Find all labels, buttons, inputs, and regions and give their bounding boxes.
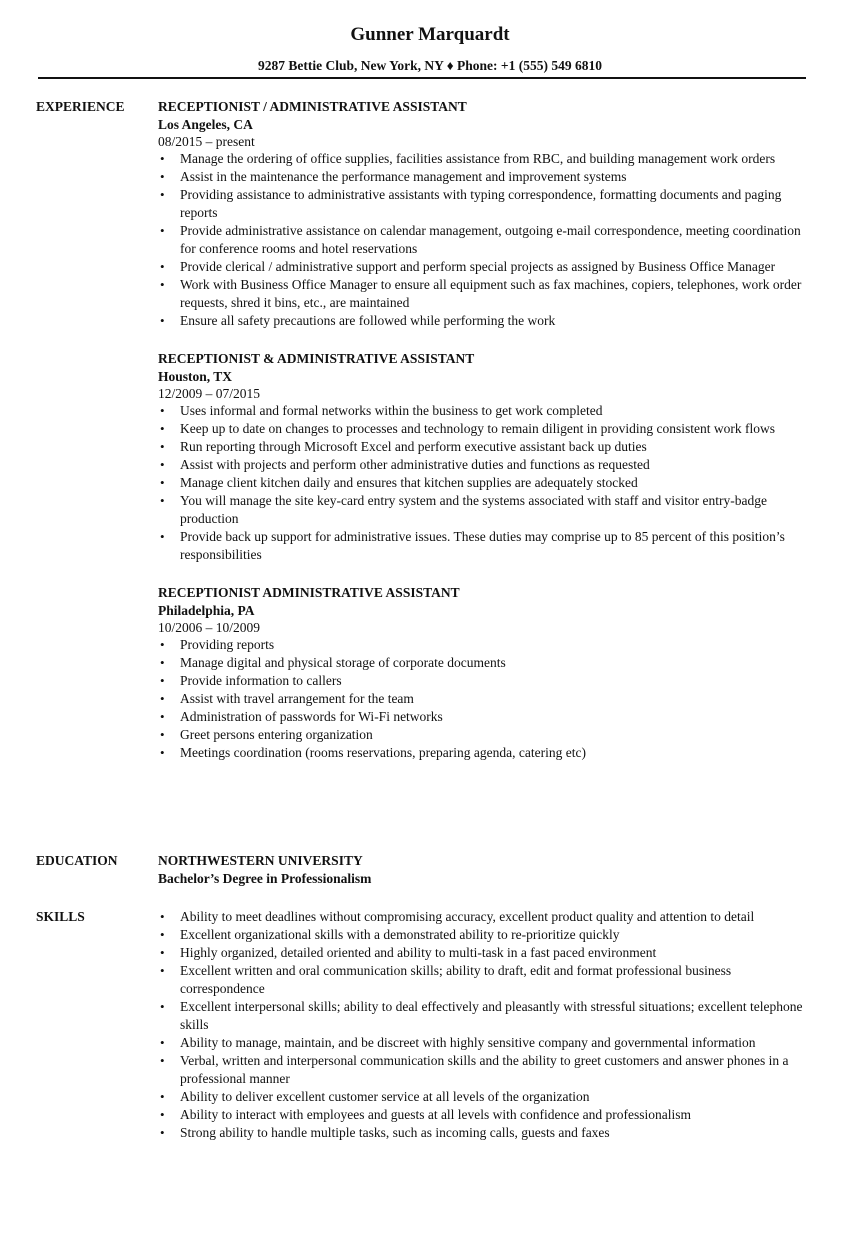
list-item: • Excellent interpersonal skills; ability to deal effectively and pleasantly with stressful situations; excellent telephone skills	[158, 998, 808, 1034]
job-dates: 10/2006 – 10/2009	[158, 620, 261, 635]
list-item: • Greet persons entering organization	[158, 726, 808, 744]
list-item: • Provide administrative assistance on calendar management, outgoing e-mail correspondence, meeting coordination for conference rooms and hotel reservations	[158, 222, 808, 258]
list-item: • Providing reports	[158, 636, 808, 654]
job-entry	[158, 98, 808, 330]
list-item: • Ability to interact with employees and guests at all levels with confidence and professionalism	[158, 1106, 808, 1124]
list-item: • Excellent organizational skills with a demonstrated ability to re-prioritize quickly	[158, 926, 808, 944]
skills-body	[158, 908, 808, 1142]
list-item: • Manage digital and physical storage of corporate documents	[158, 654, 808, 672]
list-item: • Meetings coordination (rooms reservations, preparing agenda, catering etc)	[158, 744, 808, 762]
list-item: • Ability to meet deadlines without compromising accuracy, excellent product quality and attention to detail	[158, 908, 808, 926]
job-duties	[158, 402, 808, 564]
resume-header	[0, 22, 860, 74]
skills-list	[158, 908, 808, 1142]
skills-heading: SKILLS	[36, 909, 85, 924]
job-title: RECEPTIONIST / ADMINISTRATIVE ASSISTANT	[158, 99, 467, 114]
education-heading: EDUCATION	[36, 853, 118, 868]
list-item: • Provide information to callers	[158, 672, 808, 690]
list-item: • Ability to deliver excellent customer service at all levels of the organization	[158, 1088, 808, 1106]
list-item: • Assist with projects and perform other administrative duties and functions as requested	[158, 456, 808, 474]
job-location: Houston, TX	[158, 369, 233, 384]
list-item: • Ability to manage, maintain, and be discreet with highly sensitive company and governmental information	[158, 1034, 808, 1052]
list-item: • Providing assistance to administrative assistants with typing correspondence, formatting documents and paging reports	[158, 186, 808, 222]
list-item: • You will manage the site key-card entry system and the systems associated with staff and visitor entry-badge production	[158, 492, 808, 528]
list-item: • Uses informal and formal networks within the business to get work completed	[158, 402, 808, 420]
job-duties	[158, 150, 808, 330]
list-item: • Excellent written and oral communication skills; ability to draft, edit and format professional business correspondence	[158, 962, 808, 998]
job-location: Los Angeles, CA	[158, 117, 253, 132]
list-item: • Strong ability to handle multiple tasks, such as incoming calls, guests and faxes	[158, 1124, 808, 1142]
list-item: • Work with Business Office Manager to ensure all equipment such as fax machines, copiers, telephones, work order requests, shred it bins, etc., are maintained	[158, 276, 808, 312]
list-item: • Run reporting through Microsoft Excel and perform executive assistant back up duties	[158, 438, 808, 456]
job-entry	[158, 350, 808, 564]
list-item: • Provide clerical / administrative support and perform special projects as assigned by Business Office Manager	[158, 258, 808, 276]
education-body	[158, 852, 808, 887]
job-entry	[158, 584, 808, 762]
job-dates: 08/2015 – present	[158, 134, 255, 149]
job-title: RECEPTIONIST & ADMINISTRATIVE ASSISTANT	[158, 351, 475, 366]
list-item: • Provide back up support for administrative issues. These duties may comprise up to 85 percent of this position’s responsibilities	[158, 528, 808, 564]
list-item: • Keep up to date on changes to processes and technology to remain diligent in providing consistent work flows	[158, 420, 808, 438]
job-title: RECEPTIONIST ADMINISTRATIVE ASSISTANT	[158, 585, 460, 600]
list-item: • Assist in the maintenance the performance management and improvement systems	[158, 168, 808, 186]
school-name: NORTHWESTERN UNIVERSITY	[158, 853, 363, 868]
job-dates: 12/2009 – 07/2015	[158, 386, 261, 401]
list-item: • Highly organized, detailed oriented and ability to multi-task in a fast paced environment	[158, 944, 808, 962]
header-divider	[38, 77, 806, 79]
job-duties	[158, 636, 808, 762]
job-location: Philadelphia, PA	[158, 603, 255, 618]
degree: Bachelor’s Degree in Professionalism	[158, 871, 372, 886]
list-item: • Assist with travel arrangement for the team	[158, 690, 808, 708]
experience-heading: EXPERIENCE	[36, 99, 125, 114]
list-item: • Ensure all safety precautions are followed while performing the work	[158, 312, 808, 330]
contact-line: 9287 Bettie Club, New York, NY ♦ Phone: +1 (555) 549 6810	[258, 58, 602, 73]
list-item: • Verbal, written and interpersonal communication skills and the ability to greet customers and answer phones in a professional manner	[158, 1052, 808, 1088]
list-item: • Administration of passwords for Wi-Fi networks	[158, 708, 808, 726]
list-item: • Manage the ordering of office supplies, facilities assistance from RBC, and building management work orders	[158, 150, 808, 168]
candidate-name: Gunner Marquardt	[350, 24, 510, 45]
experience-body	[158, 98, 808, 782]
list-item: • Manage client kitchen daily and ensures that kitchen supplies are adequately stocked	[158, 474, 808, 492]
